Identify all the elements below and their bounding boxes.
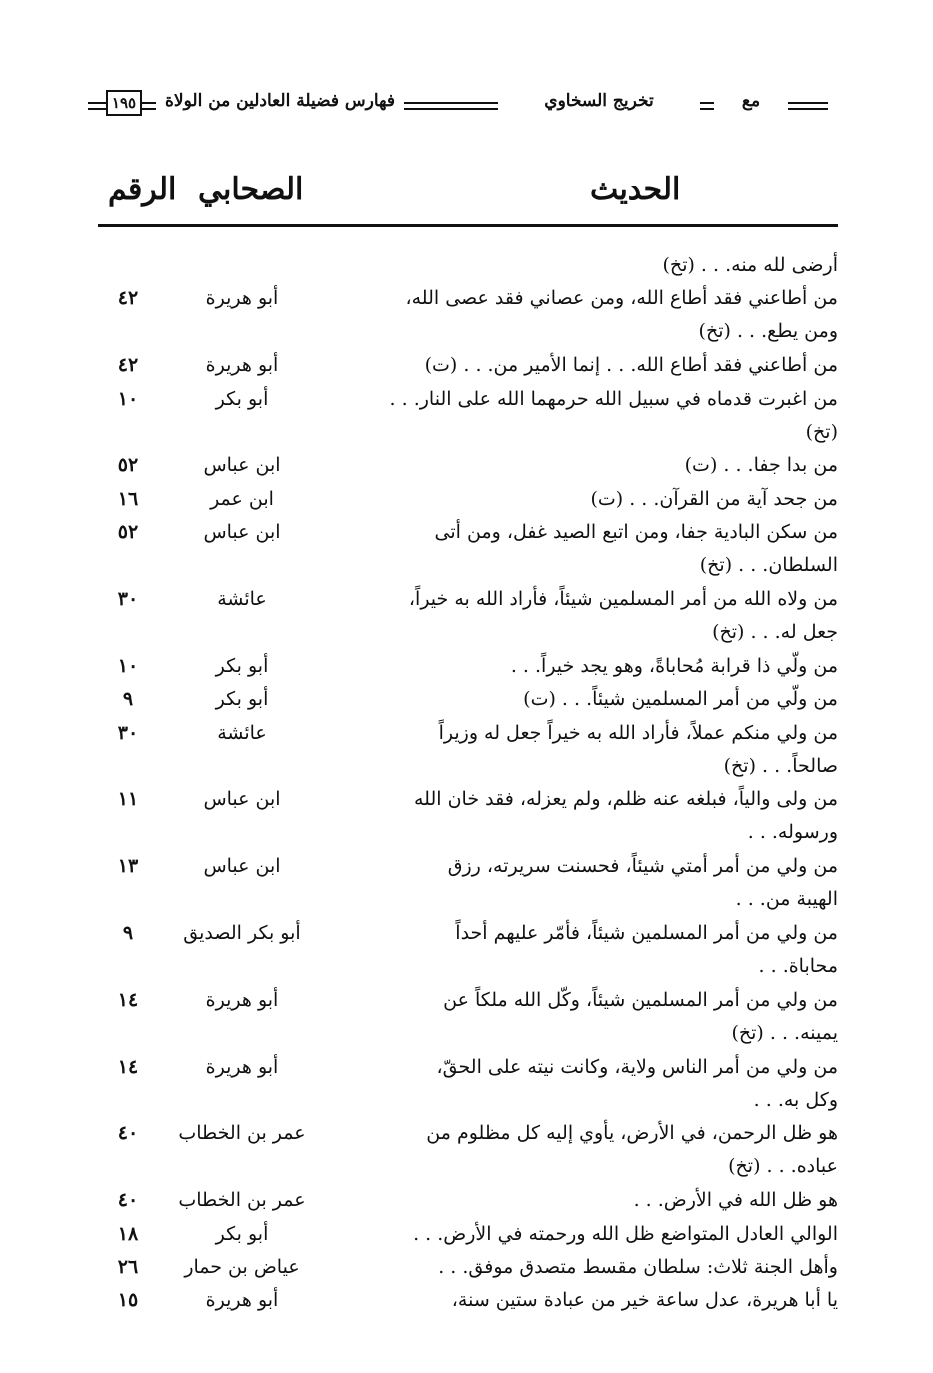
companion-name: أبو هريرة bbox=[205, 287, 279, 309]
hadith-text bbox=[350, 850, 838, 916]
hadith-text bbox=[350, 917, 838, 983]
hadith-text bbox=[350, 984, 838, 1050]
companion-name: أبو هريرة bbox=[205, 354, 279, 376]
companion-name: أبو بكر bbox=[215, 388, 269, 410]
hadith-number: ٤٠ bbox=[117, 1122, 139, 1144]
companion-name: أبو هريرة bbox=[205, 1056, 279, 1078]
running-header bbox=[88, 90, 828, 120]
hadith-line: السلطان. . . (تخ) bbox=[699, 554, 838, 576]
hadith-number: ٢٦ bbox=[117, 1256, 139, 1278]
hadith-line: من اغبرت قدماه في سبيل الله حرمهما الله على النار. . . bbox=[389, 388, 838, 410]
header-rule bbox=[700, 102, 714, 110]
companion-name: ابن عباس bbox=[203, 788, 281, 810]
hadith-text bbox=[350, 282, 838, 348]
hadith-line: من ولّي من أمر المسلمين شيئاً. . . (ت) bbox=[523, 688, 838, 710]
hadith-line: وكل به. . . bbox=[753, 1089, 838, 1111]
companion-name: ابن عباس bbox=[203, 521, 281, 543]
hadith-number: ١٨ bbox=[117, 1223, 139, 1245]
companion-name: أبو بكر الصديق bbox=[183, 922, 301, 944]
hadith-text bbox=[350, 717, 838, 783]
hadith-line: صالحاً. . . (تخ) bbox=[723, 755, 838, 777]
hadith-text bbox=[350, 449, 838, 482]
header-rule bbox=[404, 102, 498, 110]
hadith-number: ١٤ bbox=[117, 989, 139, 1011]
running-with: مع bbox=[741, 91, 761, 111]
heading-rule bbox=[98, 224, 838, 227]
companion-name: أبو هريرة bbox=[205, 1289, 279, 1311]
companion-name: عياض بن حمار bbox=[184, 1256, 300, 1278]
hadith-number: ٥٢ bbox=[117, 521, 139, 543]
hadith-text bbox=[350, 383, 838, 449]
hadith-line: الوالي العادل المتواضع ظل الله ورحمته في الأرض. . . bbox=[413, 1223, 838, 1245]
header-rule bbox=[142, 102, 156, 110]
hadith-line: من ولّي ذا قرابة مُحاباةً، وهو يجد خيراً. . . bbox=[510, 655, 838, 677]
hadith-text bbox=[350, 650, 838, 683]
hadith-line: من ولاه الله من أمر المسلمين شيئاً، فأراد الله به خيراً، bbox=[408, 588, 838, 610]
hadith-text bbox=[350, 1051, 838, 1117]
companion-name: أبو بكر bbox=[215, 655, 269, 677]
hadith-line: الهيبة من. . . bbox=[735, 888, 838, 910]
hadith-line: محاباة. . . bbox=[758, 955, 838, 977]
hadith-number: ٤٢ bbox=[117, 287, 139, 309]
header-rule bbox=[788, 102, 828, 110]
hadith-text bbox=[350, 1251, 838, 1284]
hadith-line: من ولى والياً، فبلغه عنه ظلم، ولم يعزله، فقد خان الله bbox=[414, 788, 838, 810]
companion-name: ابن عباس bbox=[203, 454, 281, 476]
hadith-line: من جحد آية من القرآن. . . (ت) bbox=[590, 488, 838, 510]
column-heading-hadith: الحديث bbox=[590, 172, 681, 207]
companion-name: عائشة bbox=[217, 722, 267, 744]
companion-name: عائشة bbox=[217, 588, 267, 610]
hadith-line: من أطاعني فقد أطاع الله. . . إنما الأمير من. . . (ت) bbox=[424, 354, 838, 376]
hadith-number: ٣٠ bbox=[117, 588, 139, 610]
hadith-number: ٩ bbox=[122, 688, 134, 710]
companion-name: عمر بن الخطاب bbox=[178, 1122, 306, 1144]
hadith-line: (تخ) bbox=[805, 421, 838, 443]
running-author: تخريج السخاوي bbox=[544, 91, 654, 111]
hadith-text bbox=[350, 1184, 838, 1217]
companion-name: أبو هريرة bbox=[205, 989, 279, 1011]
hadith-line: من ولي منكم عملاً، فأراد الله به خيراً جعل له وزيراً bbox=[438, 722, 838, 744]
hadith-number: ٥٢ bbox=[117, 454, 139, 476]
hadith-line: من ولي من أمر المسلمين شيئاً، وكّل الله ملكاً عن bbox=[443, 989, 838, 1011]
hadith-line: هو ظل الله في الأرض. . . bbox=[633, 1189, 838, 1211]
hadith-text bbox=[350, 683, 838, 716]
hadith-line: أرضى لله منه. . . (تخ) bbox=[662, 254, 838, 276]
column-heading-companion: الصحابي bbox=[198, 172, 304, 207]
companion-name: ابن عباس bbox=[203, 855, 281, 877]
hadith-text bbox=[350, 583, 838, 649]
hadith-line: عباده. . . (تخ) bbox=[728, 1155, 838, 1177]
companion-name: أبو بكر bbox=[215, 688, 269, 710]
page-number: ١٩٥ bbox=[106, 90, 142, 116]
hadith-text bbox=[350, 783, 838, 849]
hadith-line: من ولي من أمر أمتي شيئاً، فحسنت سريرته، رزق bbox=[447, 855, 838, 877]
hadith-number: ١٠ bbox=[117, 655, 139, 677]
hadith-line: يا أبا هريرة، عدل ساعة خير من عبادة ستين سنة، bbox=[451, 1289, 838, 1311]
hadith-number: ١٠ bbox=[117, 388, 139, 410]
hadith-line: من ولي من أمر الناس ولاية، وكانت نيته على الحقّ، bbox=[436, 1056, 838, 1078]
companion-name: عمر بن الخطاب bbox=[178, 1189, 306, 1211]
hadith-line: من أطاعني فقد أطاع الله، ومن عصاني فقد عصى الله، bbox=[405, 287, 838, 309]
hadith-text bbox=[350, 1218, 838, 1251]
companion-name: ابن عمر bbox=[210, 488, 274, 510]
hadith-line: من سكن البادية جفا، ومن اتبع الصيد غفل، ومن أتى bbox=[434, 521, 838, 543]
hadith-number: ٣٠ bbox=[117, 722, 139, 744]
hadith-line: من بدا جفا. . . (ت) bbox=[684, 454, 838, 476]
hadith-text bbox=[350, 516, 838, 582]
hadith-number: ١٤ bbox=[117, 1056, 139, 1078]
hadith-number: ١٣ bbox=[117, 855, 139, 877]
column-heading-number: الرقم bbox=[108, 172, 177, 207]
hadith-text bbox=[350, 249, 838, 282]
hadith-line: ومن يطع. . . (تخ) bbox=[698, 320, 838, 342]
hadith-text bbox=[350, 1284, 838, 1317]
hadith-number: ١٥ bbox=[117, 1289, 139, 1311]
hadith-number: ٤٠ bbox=[117, 1189, 139, 1211]
running-title: فهارس فضيلة العادلين من الولاة bbox=[165, 91, 395, 111]
hadith-line: هو ظل الرحمن، في الأرض، يأوي إليه كل مظلوم من bbox=[426, 1122, 838, 1144]
hadith-number: ١١ bbox=[117, 788, 139, 810]
hadith-line: جعل له. . . (تخ) bbox=[712, 621, 838, 643]
hadith-line: يمينه. . . (تخ) bbox=[731, 1022, 838, 1044]
hadith-line: ورسوله. . . bbox=[747, 821, 838, 843]
hadith-line: من ولي من أمر المسلمين شيئاً، فأمّر عليهم أحداً bbox=[455, 922, 838, 944]
companion-name: أبو بكر bbox=[215, 1223, 269, 1245]
hadith-text bbox=[350, 1117, 838, 1183]
header-rule bbox=[88, 102, 106, 110]
hadith-text bbox=[350, 483, 838, 516]
hadith-text bbox=[350, 349, 838, 382]
hadith-line: وأهل الجنة ثلاث: سلطان مقسط متصدق موفق. . . bbox=[438, 1256, 838, 1278]
hadith-number: ٤٢ bbox=[117, 354, 139, 376]
hadith-number: ٩ bbox=[122, 922, 134, 944]
hadith-number: ١٦ bbox=[117, 488, 139, 510]
